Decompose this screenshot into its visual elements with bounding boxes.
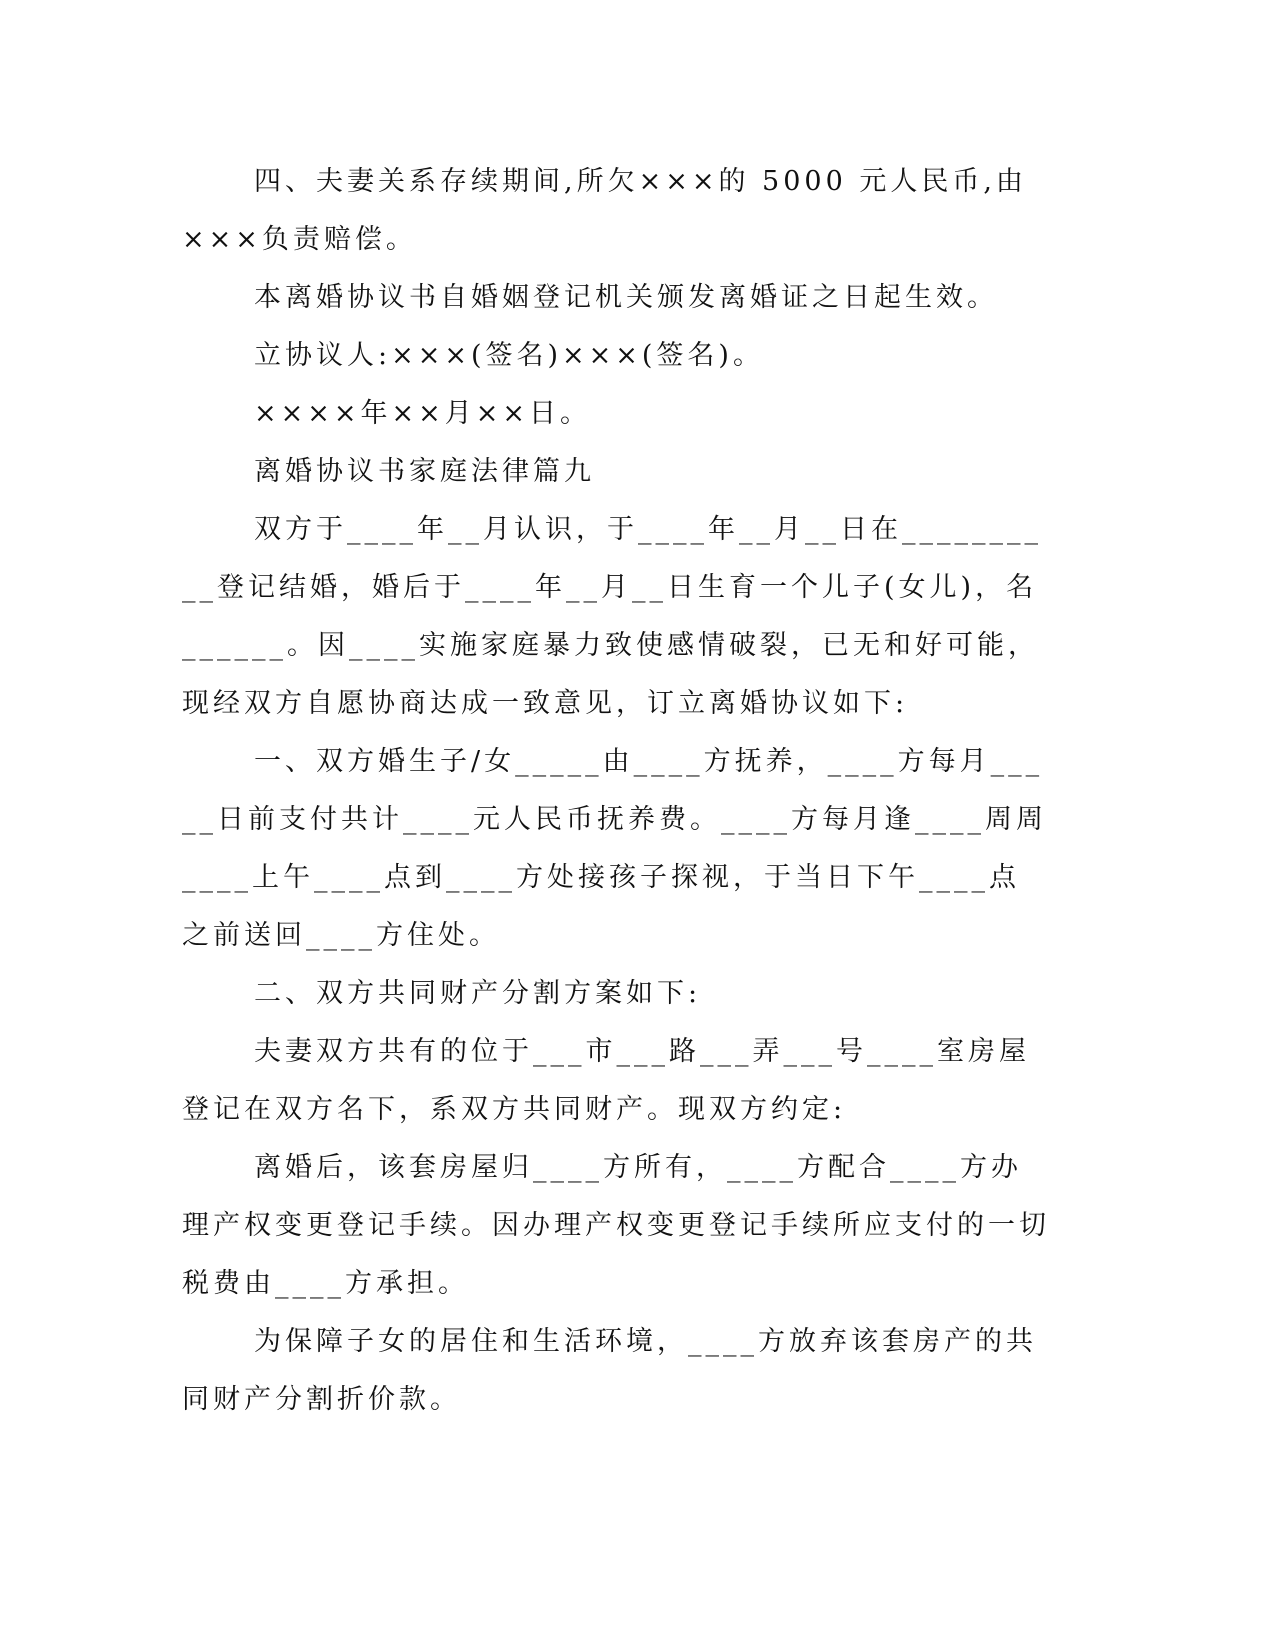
paragraph-property-heading: 二、双方共同财产分割方案如下: bbox=[254, 978, 702, 1009]
paragraph-property-ownership: 离婚后，该套房屋归____方所有，____方配合____方办理产权变更登记手续。因办理产权变更登记手续所应支付的一切税费由____方承担。 bbox=[182, 1152, 1050, 1299]
paragraph-debt-clause: 四、夫妻关系存续期间,所欠×××的 5000 元人民币,由×××负责赔偿。 bbox=[182, 166, 1027, 255]
document-body bbox=[182, 153, 1050, 1429]
paragraph-date: ××××年××月××日。 bbox=[254, 398, 591, 429]
paragraph-property-location: 夫妻双方共有的位于___市___路___弄___号____室房屋登记在双方名下，系双方共同财产。现双方约定: bbox=[182, 1036, 1030, 1125]
paragraph-property-waiver: 为保障子女的居住和生活环境，____方放弃该套房产的共同财产分割折价款。 bbox=[182, 1326, 1037, 1415]
section-heading: 离婚协议书家庭法律篇九 bbox=[254, 456, 595, 487]
paragraph-intro: 双方于____年__月认识，于____年__月__日在__________登记结婚，婚后于____年__月__日生育一个儿子(女儿)，名______。因____实施家庭暴力致使感情破裂，已无和好可能，现经双方自愿协商达成一致意见，订立离婚协议如下: bbox=[182, 514, 1042, 719]
paragraph-child-custody: 一、双方婚生子/女_____由____方抚养，____方每月_____日前支付共计____元人民币抚养费。____方每月逢____周周____上午____点到____方处接孩子探视，于当日下午____点之前送回____方住处。 bbox=[182, 746, 1047, 951]
paragraph-effective-date: 本离婚协议书自婚姻登记机关颁发离婚证之日起生效。 bbox=[254, 282, 998, 313]
paragraph-signatories: 立协议人:×××(签名)×××(签名)。 bbox=[254, 340, 764, 371]
